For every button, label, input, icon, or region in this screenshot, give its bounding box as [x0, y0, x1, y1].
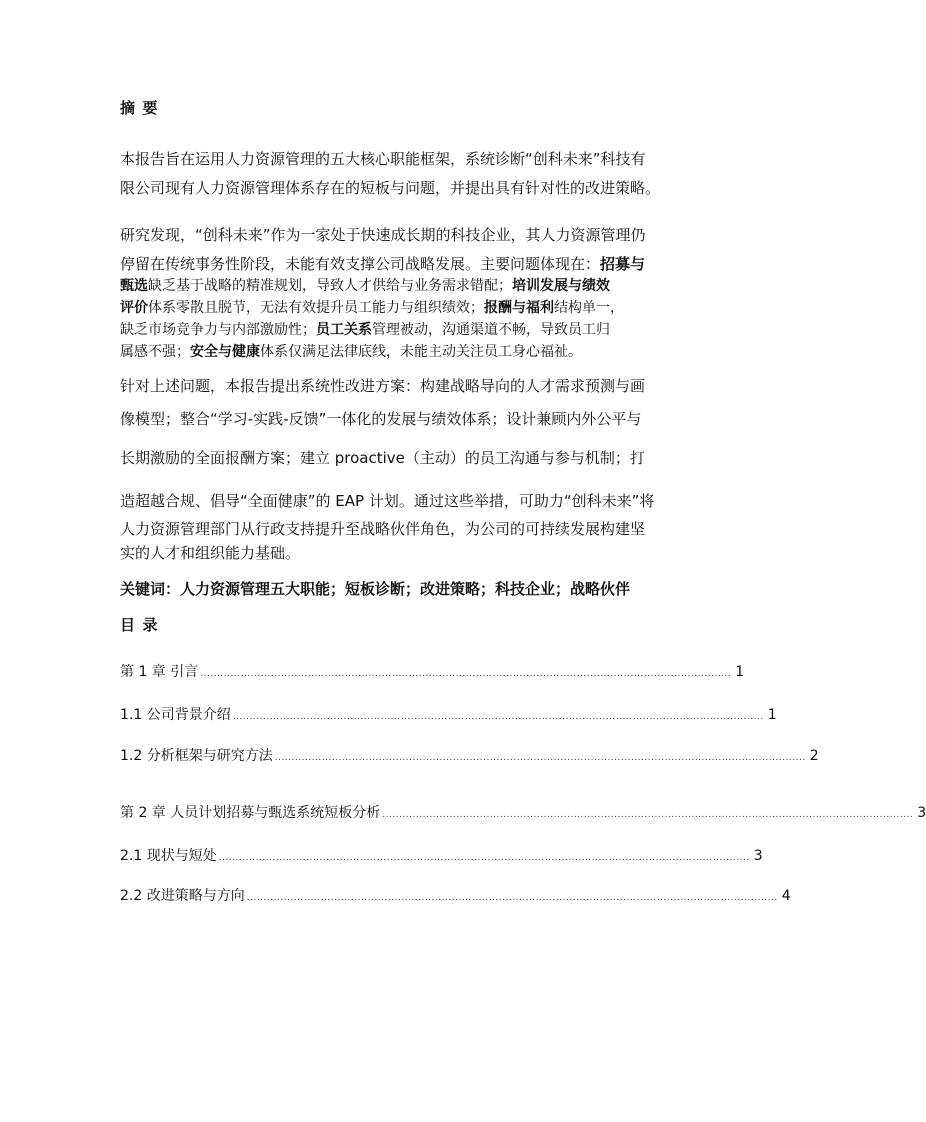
toc-heading: 目录: [120, 616, 166, 634]
toc-entry-page: 3: [917, 805, 926, 821]
abstract-p3-line: 针对上述问题，本报告提出系统性改进方案：构建战略导向的人才需求预测与画: [120, 377, 646, 395]
toc-entry-page: 1: [767, 707, 777, 723]
abstract-p2-line: [120, 297, 624, 317]
abstract-p3-line: 像模型；整合“学习-实践-反馈”一体化的发展与绩效体系；设计兼顾内外公平与: [120, 410, 642, 428]
toc-leader-dots: ..............................................................................................................................................................: [200, 669, 732, 679]
abstract-heading: 摘要: [120, 99, 166, 117]
abstract-p3-line: 造超越合规、倡导“全面健康”的 EAP 计划。通过这些举措，可助力“创科未来”将: [120, 492, 655, 510]
toc-entry[interactable]: [120, 704, 777, 724]
keywords-line: 关键词：人力资源管理五大职能；短板诊断；改进策略；科技企业；战略伙伴: [120, 580, 631, 598]
toc-entry-label: 第 1 章 引言: [120, 664, 199, 680]
toc-entry[interactable]: [120, 885, 791, 905]
toc-entry-page: 3: [753, 848, 763, 864]
abstract-p1-line: 本报告旨在运用人力资源管理的五大核心职能框架，系统诊断“创科未来”科技有: [120, 150, 646, 168]
bold-term: 评价: [120, 300, 148, 316]
toc-leader-dots: ..............................................................................................................................................................: [232, 712, 764, 722]
plain-text: 结构单一，: [554, 300, 624, 316]
abstract-p3-line: 长期激励的全面报酬方案；建立 proactive（主动）的员工沟通与参与机制；打: [120, 449, 645, 467]
abstract-p2-line: 研究发现，“创科未来”作为一家处于快速成长期的科技企业，其人力资源管理仍: [120, 226, 646, 244]
toc-leader-dots: ..............................................................................................................................................................: [246, 893, 778, 903]
toc-entry[interactable]: [120, 745, 819, 765]
plain-text: 管理被动，沟通渠道不畅，导致员工归: [372, 322, 610, 338]
toc-leader-dots: ..............................................................................................................................................................: [218, 853, 750, 863]
abstract-p2-line: [120, 319, 610, 339]
abstract-p2-line: [120, 275, 610, 295]
plain-text: 属感不强；: [120, 344, 190, 360]
abstract-p1-line: 限公司现有人力资源管理体系存在的短板与问题，并提出具有针对性的改进策略。: [120, 179, 661, 197]
bold-term: 招募与: [600, 255, 646, 273]
toc-entry-label: 第 2 章 人员计划招募与甄选系统短板分析: [120, 805, 381, 821]
plain-text: 体系零散且脱节，无法有效提升员工能力与组织绩效；: [148, 300, 484, 316]
toc-entry-label: 2.1 现状与短处: [120, 848, 217, 864]
abstract-p2-line: [120, 341, 582, 361]
abstract-p3-line: 实的人才和组织能力基础。: [120, 544, 301, 562]
abstract-p2-line: [120, 253, 645, 274]
toc-entry-page: 2: [809, 748, 819, 764]
bold-term: 培训发展与绩效: [512, 278, 610, 294]
toc-entry[interactable]: [120, 845, 763, 865]
toc-entry-page: 4: [781, 888, 791, 904]
plain-text: 体系仅满足法律底线，未能主动关注员工身心福祉。: [260, 344, 582, 360]
plain-text: 缺乏基于战略的精准规划，导致人才供给与业务需求错配；: [148, 278, 512, 294]
toc-leader-dots: ..............................................................................................................................................................: [274, 753, 806, 763]
bold-term: 甄选: [120, 278, 148, 294]
bold-term: 安全与健康: [190, 344, 260, 360]
toc-entry-page: 1: [735, 664, 745, 680]
toc-entry-label: 2.2 改进策略与方向: [120, 888, 245, 904]
plain-text: 缺乏市场竞争力与内部激励性；: [120, 322, 316, 338]
bold-term: 员工关系: [316, 322, 372, 338]
bold-term: 报酬与福利: [484, 300, 554, 316]
abstract-p3-line: 人力资源管理部门从行政支持提升至战略伙伴角色，为公司的可持续发展构建坚: [120, 520, 646, 538]
toc-entry-label: 1.2 分析框架与研究方法: [120, 748, 273, 764]
toc-entry-label: 1.1 公司背景介绍: [120, 707, 231, 723]
toc-entry[interactable]: [120, 802, 926, 822]
plain-text: 停留在传统事务性阶段，未能有效支撑公司战略发展。主要问题体现在：: [120, 255, 601, 273]
toc-leader-dots: ..............................................................................................................................................................: [382, 810, 914, 820]
toc-entry[interactable]: [120, 661, 745, 681]
